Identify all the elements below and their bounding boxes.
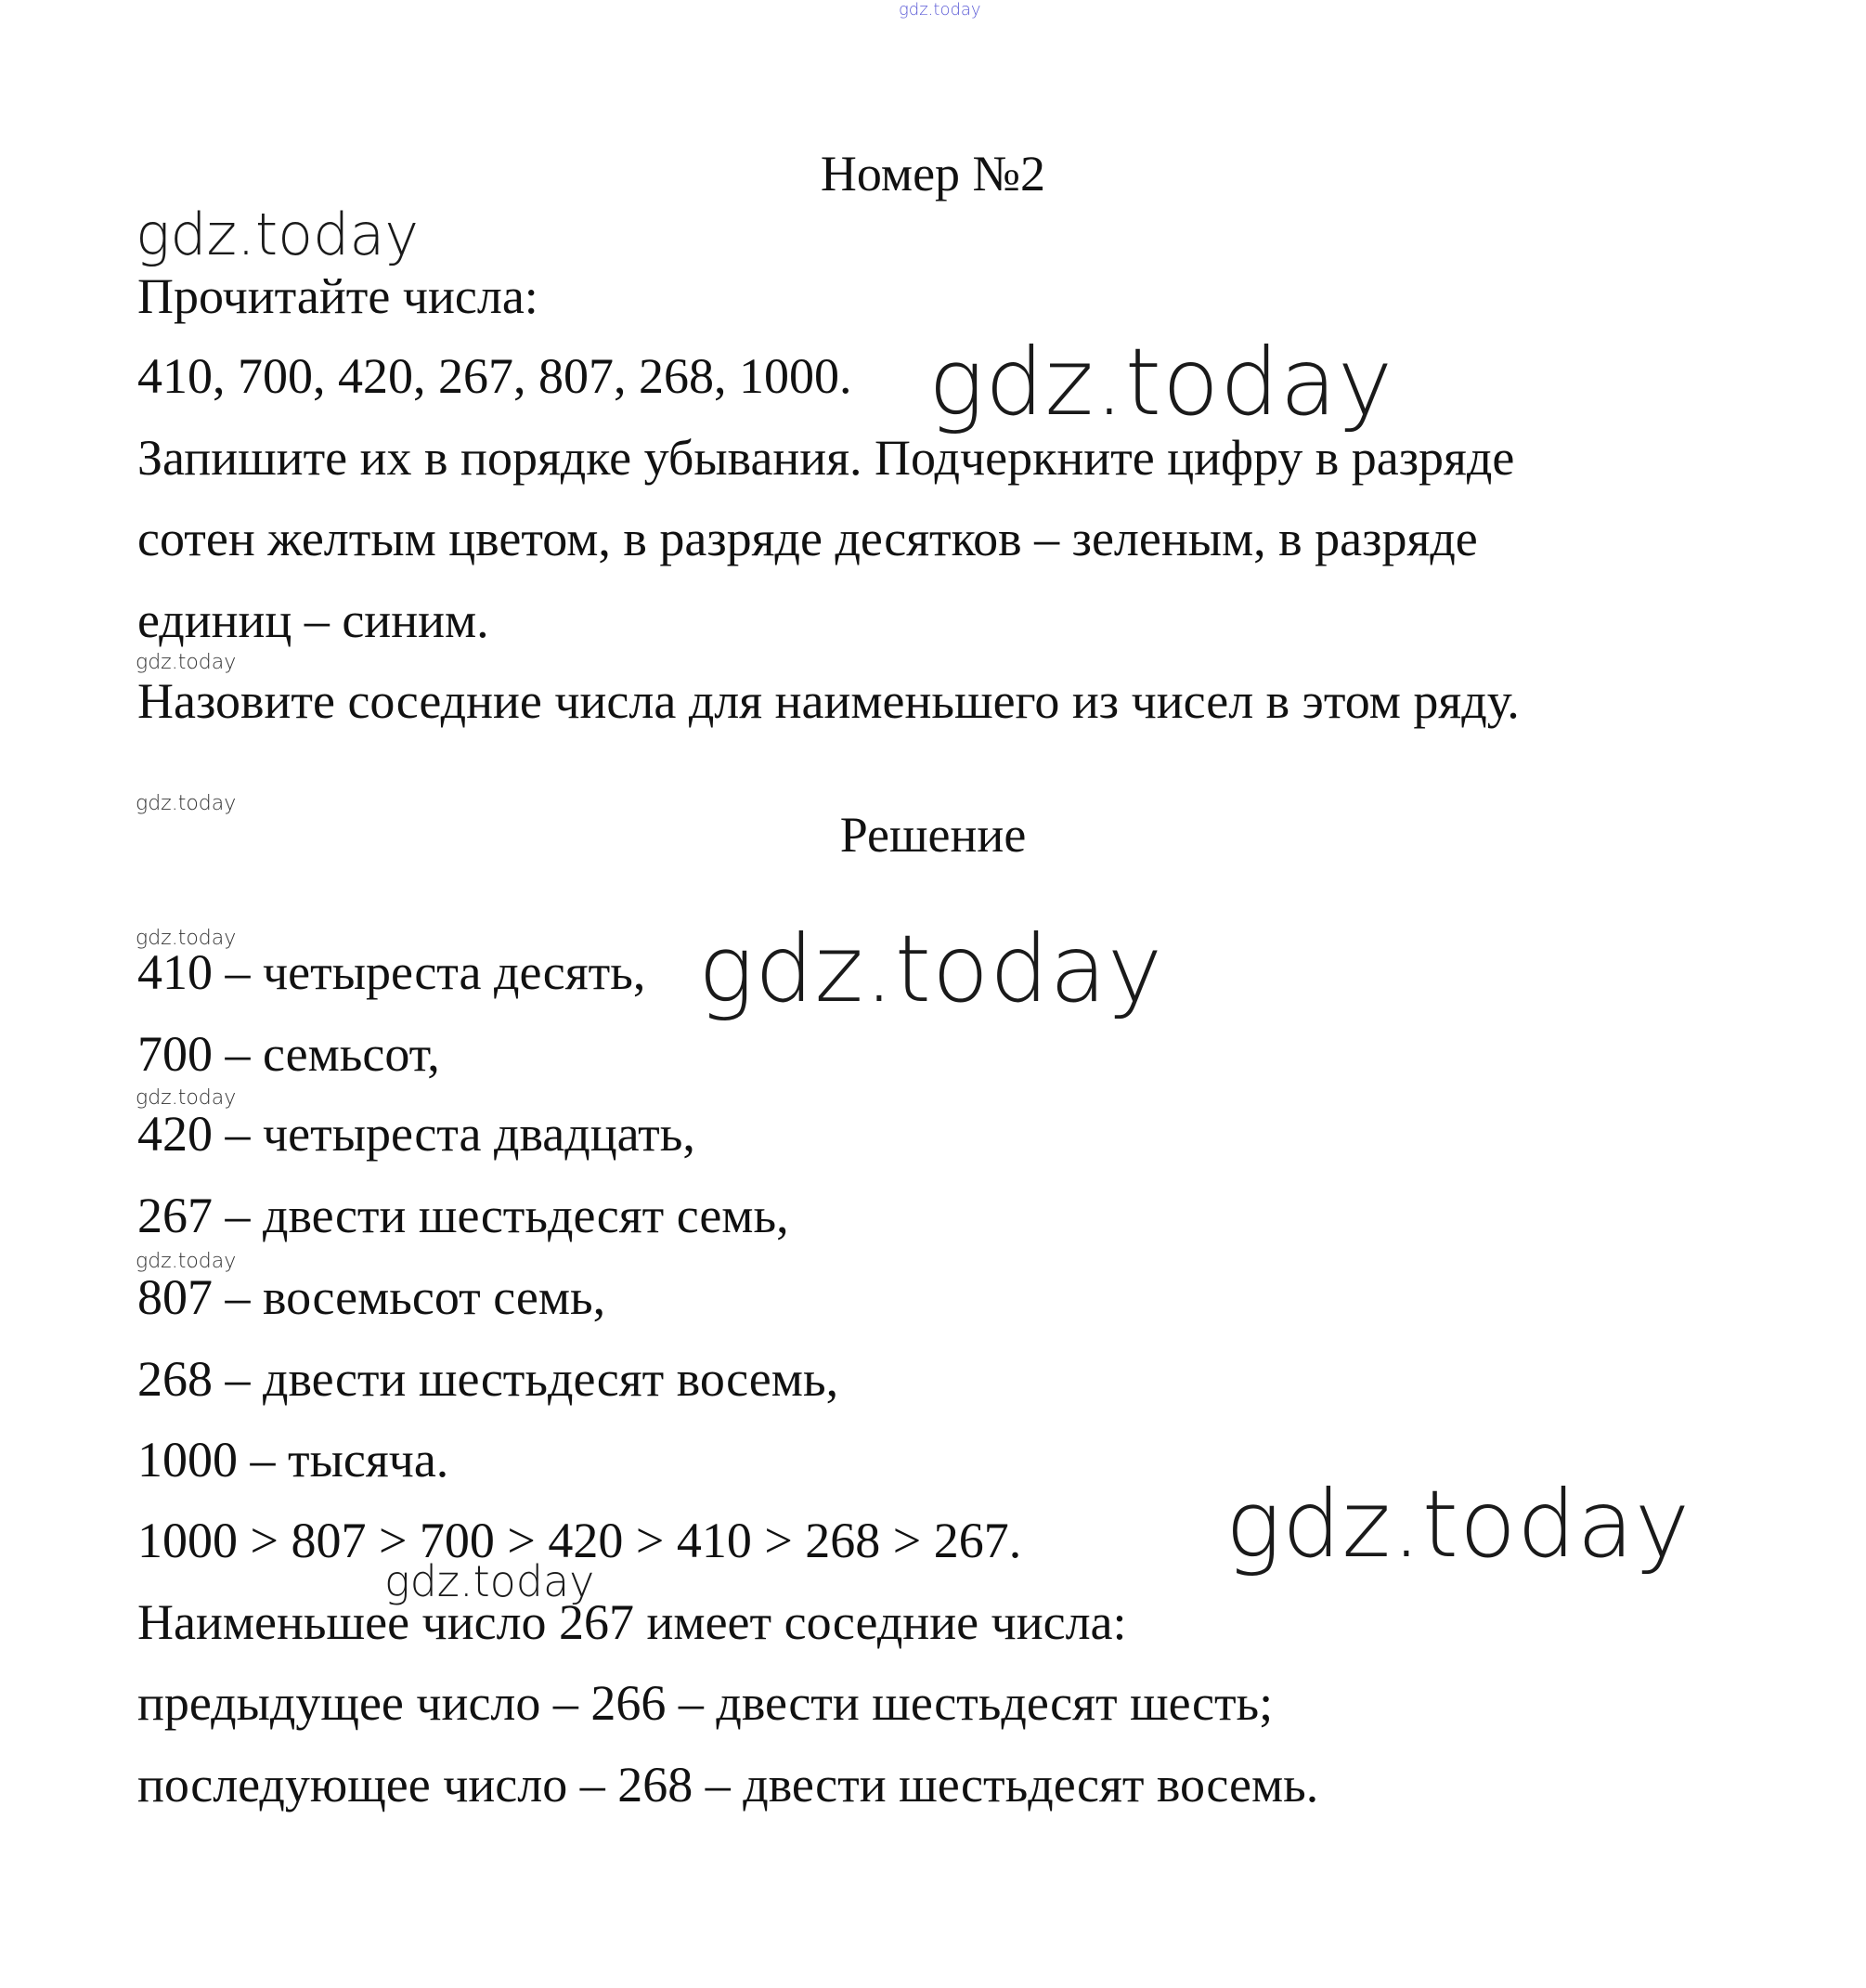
solution-line-10: предыдущее число – 266 – двести шестьдесят шесть; — [137, 1675, 1274, 1731]
watermark-small: gdz.today — [136, 792, 237, 815]
watermark-xl: gdz.today — [698, 915, 1164, 1023]
task-line-3: Запишите их в порядке убывания. Подчеркните цифру в разряде — [137, 430, 1515, 486]
solution-line-11: последующее число – 268 – двести шестьдесят восемь. — [137, 1757, 1319, 1813]
watermark-medium: gdz.today — [384, 1556, 595, 1606]
solution-line-4: 267 – двести шестьдесят семь, — [137, 1188, 789, 1243]
task-line-1: Прочитайте числа: — [137, 268, 538, 324]
task-line-5: единиц – синим. — [137, 592, 489, 648]
solution-line-8: 1000 > 807 > 700 > 420 > 410 > 268 > 267. — [137, 1513, 1022, 1568]
solution-line-2: 700 – семьсот, — [137, 1026, 440, 1082]
watermark-small: gdz.today — [136, 1086, 237, 1110]
watermark-top: gdz.today — [899, 0, 981, 19]
solution-line-3: 420 – четыреста двадцать, — [137, 1106, 695, 1162]
page-title: Номер №2 — [820, 146, 1046, 201]
watermark-large: gdz.today — [136, 201, 420, 268]
solution-heading: Решение — [839, 807, 1027, 863]
solution-line-1: 410 – четыреста десять, — [137, 944, 646, 1000]
solution-line-7: 1000 – тысяча. — [137, 1432, 449, 1488]
watermark-xl: gdz.today — [1225, 1470, 1691, 1579]
watermark-small: gdz.today — [136, 927, 237, 950]
watermark-small: gdz.today — [136, 1250, 237, 1273]
solution-line-6: 268 – двести шестьдесят восемь, — [137, 1351, 839, 1407]
task-line-4: сотен желтым цветом, в разряде десятков – зеленым, в разряде — [137, 511, 1478, 566]
solution-line-5: 807 – восемьсот семь, — [137, 1269, 606, 1325]
watermark-small: gdz.today — [136, 651, 237, 674]
solution-line-9: Наименьшее число 267 имеет соседние числа: — [137, 1594, 1127, 1650]
task-line-6: Назовите соседние числа для наименьшего из чисел в этом ряду. — [137, 673, 1520, 729]
task-line-2: 410, 700, 420, 267, 807, 268, 1000. — [137, 348, 852, 404]
watermark-xl: gdz.today — [928, 328, 1394, 436]
